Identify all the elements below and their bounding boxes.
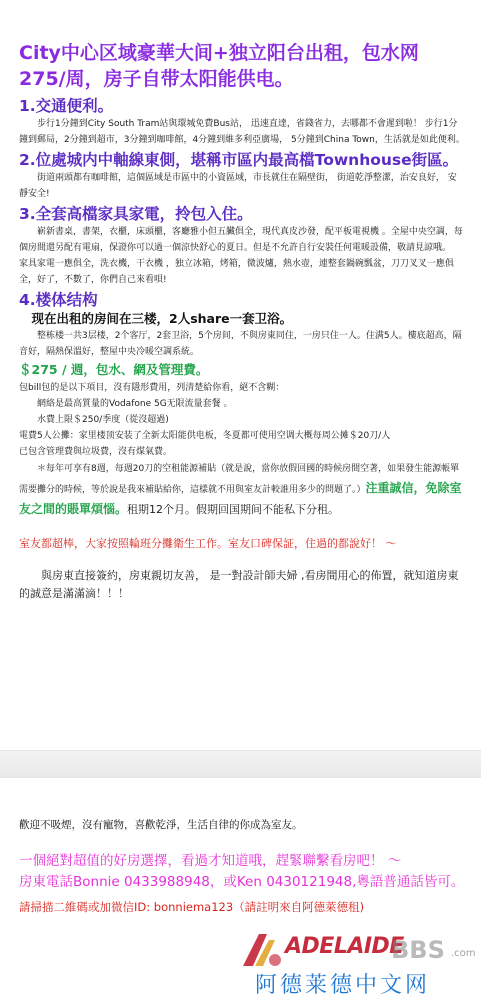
section-4-lead: 现在出租的房间在三楼，2人share一套卫浴。 — [31, 311, 293, 326]
section-1-body: 步行1分鐘到City South Tram站與環城免費Bus站， 迅速直達，省錢省力，去哪都不會遲到啦！ 步行1分鐘到郵局，2分鐘到超市，3分鐘到咖啡館，4分鐘到維多利亞廣場， 5分鐘到China Town，生活就是如此便利。 — [19, 119, 465, 145]
subsidy-text: ＊每年可享有8週，每週20刀的空租能源補貼（就是說，當你放假回國的時候房間空著，如果發生能源帳單需要攤分的時候，等於說是我來補貼給你，這樣就不用與室友計較誰用多少的問題了。） — [19, 464, 460, 495]
section-2-body: 街道兩頭都有咖啡館，這個區域是市區中的小資區域，市長就住在隔壁街， 街道乾淨整潔，治安良好， 安靜安全! — [19, 173, 457, 199]
watermark-logo-text: ADELAIDE — [285, 934, 404, 959]
watermark-domain: .com — [451, 948, 476, 959]
section-divider — [0, 750, 481, 778]
wechat-contact: 請掃描二維碼或加微信ID: bonniema123（請註明來自阿德萊德租) — [19, 900, 365, 914]
landlord-paragraph: 與房東直接簽約，房東親切友善， 是一對設計師夫婦 ,看房間用心的佈置，就知道房東的誠意是滿滿滴！！！ — [19, 569, 459, 600]
watermark-chinese-name: 阿德莱德中文网 — [255, 973, 431, 998]
section-3-body-2: 家具家電一應俱全，洗衣機，干衣機 ，独立冰箱，烤箱，微波爐，熱水壺，連整套鍋碗瓢盆，刀刀叉叉一應俱全，好了，不數了，你們自己來看唄! — [19, 259, 454, 285]
section-4-heading: 4.楼体结构 — [19, 291, 98, 309]
section-3-heading: 3.全套高檔家具家電，拎包入住。 — [19, 205, 253, 223]
subsidy-paragraph — [19, 460, 465, 521]
bill-intro: 包bill包的是以下項目，沒有隱形費用，列清楚給你看，絕不含糊： — [19, 383, 285, 393]
bill-internet: 網絡是最高質量的Vodafone 5G无限流量套餐 。 — [37, 399, 233, 409]
site-watermark — [239, 928, 479, 1000]
section-4-structure: 整栋楼一共3层楼，2个客厅，2套卫浴，5个房间，不與房東同住，一房只住一人。住满5人。樓底超高，隔音好，隔熱保溫好，整屋中央冷暖空調系統。 — [19, 331, 462, 357]
call-to-action: 一個絕對超值的好房選擇，看過才知道哦，趕緊聯繫看房吧！ ～ — [19, 853, 402, 869]
phone-contact: 房東電話Bonnie 0433988948，或Ken 0430121948,粵語普通話皆可。 — [19, 874, 465, 890]
bill-water: 水費上限＄250/季度（從沒超過) — [37, 415, 169, 425]
bill-electricity: 電費5人公攤：家里楼顶安装了全新太阳能供电板，冬夏都可使用空调大概每周公摊＄20刀/人 — [19, 431, 391, 441]
price-line: ＄275 / 週，包水、網及管理費。 — [19, 362, 209, 377]
section-1-heading: 1.交通便利。 — [19, 97, 114, 115]
lease-text: 租期12个月。假期回国期间不能私下分租。 — [127, 503, 340, 516]
bill-management: 已包含管理費與垃圾費，沒有煤氣費。 — [19, 447, 173, 457]
section-3-body-1: 嶄新書桌，書架，衣櫃，床頭櫃，客廳雅小但五臟俱全，現代真皮沙發，配平板電視機 。全屋中央空調，每個房間還另配有電扇，保證你可以過一個涼快舒心的夏日。但是不允許自行安裝任何電暖設備，敬請見諒哦。 — [19, 227, 463, 253]
section-2-heading: 2.位處城内中軸線東側，堪稱市區内最高檔Townhouse街區。 — [19, 151, 459, 169]
listing-title: City中心区域豪華大间+独立阳台出租，包水网275/周，房子自带太阳能供电。 — [19, 42, 419, 90]
roommate-notice: 室友都超棒，大家按照輪班分攤衛生工作。室友口碑保証，住過的都說好！ ～ — [19, 537, 397, 550]
watermark-logo-suffix: BBS — [391, 936, 445, 964]
welcome-text: 歡迎不吸煙，沒有寵物，喜歡乾淨，生活自律的你成為室友。 — [19, 819, 303, 831]
watermark-logo-icon — [239, 930, 285, 970]
honesty-text: 注重誠信，免除室友之間的賬單煩惱。 — [19, 481, 462, 516]
